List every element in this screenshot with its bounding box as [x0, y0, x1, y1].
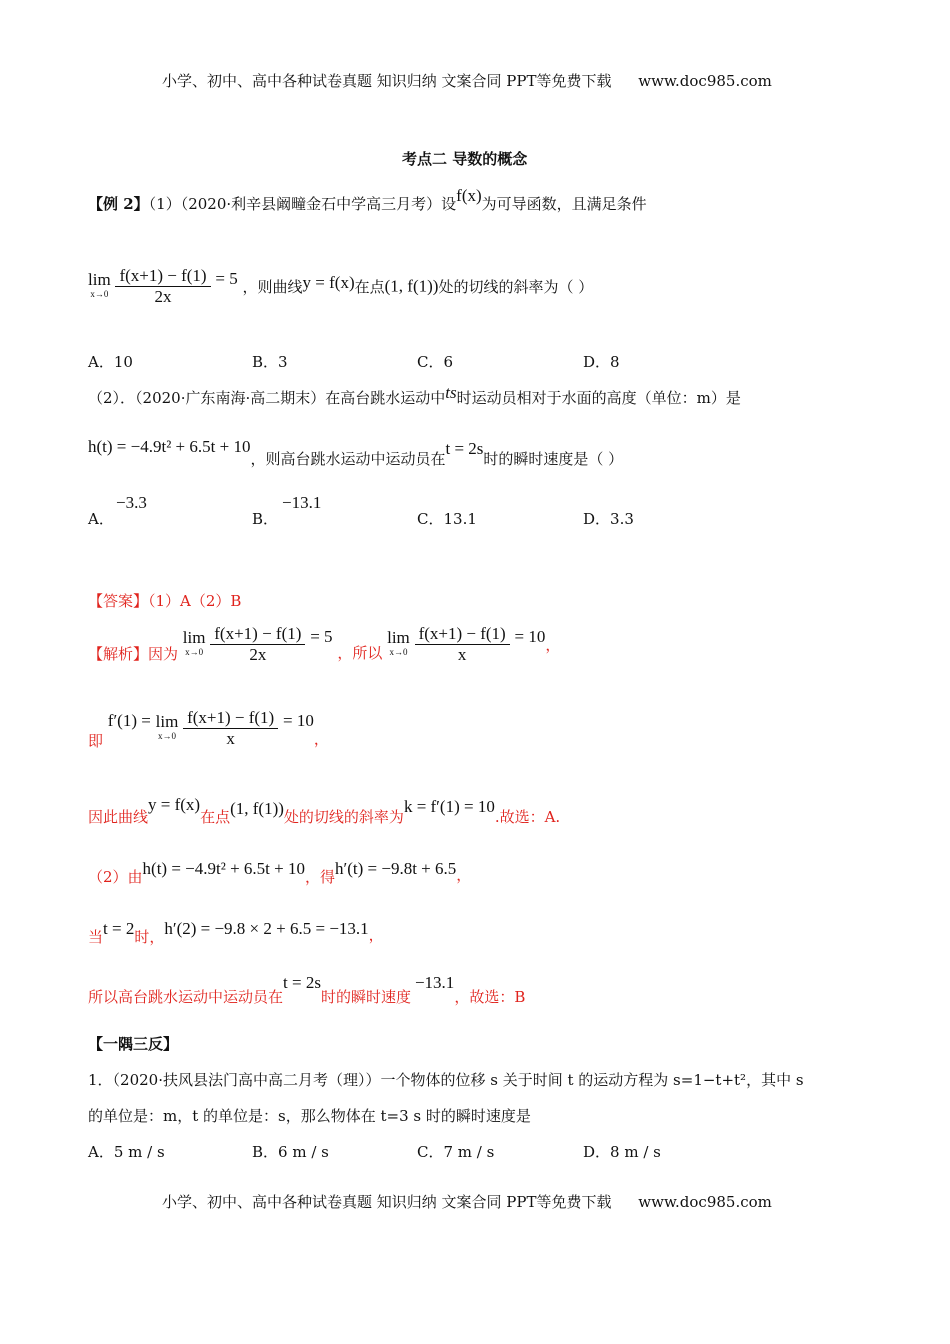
- option-d2: D．3.3: [583, 510, 634, 528]
- analysis-line3: [88, 795, 561, 826]
- header-text: 小学、初中、高中各种试卷真题 知识归纳 文案合同 PPT等免费下载: [162, 72, 612, 90]
- l4-b: ，得: [305, 868, 336, 886]
- ex2-p2-mid: ，则高台跳水运动中运动员在: [250, 450, 446, 468]
- fraction-denominator-4: x: [226, 729, 235, 748]
- lim-text-2: lim: [182, 627, 206, 647]
- lim-sub-3: x→0: [389, 646, 408, 657]
- analysis-line2: [88, 708, 329, 749]
- ex2-label: 【例 2】: [88, 195, 149, 213]
- ex2-p2-tail: 时运动员相对于水面的高度（单位：m）是: [456, 389, 741, 407]
- page-footer: [162, 1191, 772, 1212]
- l4-a: （2）由: [88, 868, 143, 886]
- ex2-p1-mid: ，则曲线: [242, 278, 303, 296]
- limit-fraction: [115, 266, 210, 307]
- analysis-line5: [88, 918, 384, 946]
- h-formula-2: h(t) = −4.9t² + 6.5t + 10: [142, 859, 305, 878]
- ex2-line1: [88, 186, 647, 214]
- footer-text: 小学、初中、高中各种试卷真题 知识归纳 文案合同 PPT等免费下载: [162, 1193, 612, 1211]
- analysis-fraction-3: [183, 708, 278, 749]
- curve-formula: y = f(x): [302, 272, 355, 292]
- ex2-p1-at: 在点: [354, 278, 385, 296]
- lim-sub-4: x→0: [157, 730, 176, 741]
- q1-option-d: D．8 m / s: [583, 1143, 661, 1161]
- l3-end: .故选：A.: [494, 808, 561, 826]
- l3-b: 在点: [200, 808, 231, 826]
- fraction-numerator-3: f(x+1) − f(1): [415, 624, 510, 645]
- lim-symbol: [88, 269, 111, 301]
- ts-symbol: ts: [445, 383, 457, 402]
- eq5-2: = 5: [310, 626, 333, 646]
- eq10: = 10: [514, 626, 546, 646]
- fraction-numerator-4: f(x+1) − f(1): [183, 708, 278, 729]
- option-a2-value: −3.3: [116, 493, 147, 512]
- ex2-limit-line: [88, 266, 593, 307]
- fraction-numerator-2: f(x+1) − f(1): [210, 624, 305, 645]
- lim-text-3: lim: [387, 627, 410, 647]
- l6-end: ，故选：B: [454, 988, 526, 1006]
- comma-3: ，: [456, 866, 472, 884]
- fraction-numerator: f(x+1) − f(1): [115, 266, 210, 287]
- answer-label: 【答案】（1）A（2）B: [88, 592, 242, 610]
- t2s-formula-2: t = 2s: [283, 973, 321, 992]
- fraction-denominator-3: x: [457, 645, 467, 664]
- ex2-part2-line: [88, 383, 741, 408]
- eq5: = 5: [215, 268, 238, 288]
- lim-text: lim: [88, 269, 111, 289]
- hprime2-formula: h′(2) = −9.8 × 2 + 6.5 = −13.1: [164, 919, 369, 938]
- ex2-p1-intro: （1）（2020·利辛县阚疃金石中学高三月考）设: [148, 195, 457, 213]
- lim-sub: x→0: [90, 288, 109, 299]
- analysis-line6: [88, 972, 526, 1006]
- q1-option-c: C．7 m / s: [417, 1143, 495, 1161]
- ex2-p1-end: 处的切线的斜率为（ ）: [438, 278, 594, 296]
- q1-line1: 1．（2020·扶风县法门高中高二月考（理））一个物体的位移 s 关于时间 t 的运动方程为 s=1−t+t²，其中 s: [88, 1071, 804, 1089]
- q1-option-a: A．5 m / s: [88, 1143, 165, 1161]
- analysis-fraction-2: [415, 624, 510, 665]
- footer-url: www.doc985.com: [638, 1193, 772, 1211]
- lim-symbol-3: [387, 627, 410, 659]
- page-header: [162, 70, 772, 91]
- section2-label: 【一隅三反】: [88, 1035, 179, 1053]
- t2s-formula: t = 2s: [445, 439, 484, 458]
- point-formula-2: (1, f(1)): [230, 799, 284, 818]
- option-a1: A．10: [88, 353, 133, 371]
- k-formula: k = f′(1) = 10: [403, 797, 495, 816]
- lim-sub-2: x→0: [185, 646, 204, 657]
- analysis-so: ，所以: [337, 644, 383, 662]
- option-c1: C．6: [417, 353, 454, 371]
- eq10-2: = 10: [283, 710, 314, 730]
- analysis-line1: [88, 624, 560, 665]
- header-url: www.doc985.com: [638, 72, 772, 90]
- option-a2: A．: [88, 510, 114, 528]
- option-b2-value: −13.1: [282, 493, 322, 512]
- option-b2: B．: [252, 510, 279, 528]
- fraction-denominator-2: 2x: [249, 645, 267, 664]
- analysis-line4: [88, 858, 472, 886]
- lim-symbol-4: [155, 711, 179, 743]
- ji-text: 即: [88, 732, 104, 750]
- l3-a: 因此曲线: [88, 808, 149, 826]
- comma-2: ，: [313, 730, 329, 748]
- ex2-p1-tail: 为可导函数，且满足条件: [481, 195, 647, 213]
- ex2-h-line: [88, 437, 624, 468]
- curve-formula-2: y = f(x): [148, 795, 201, 814]
- l5-a: 当: [88, 928, 104, 946]
- ex2-fx: f(x): [456, 186, 482, 205]
- l5-b: 时，: [134, 928, 165, 946]
- velocity-value: −13.1: [414, 973, 455, 992]
- l3-c: 处的切线的斜率为: [283, 808, 404, 826]
- q1-line2: 的单位是：m，t 的单位是：s，那么物体在 t=3 s 时的瞬时速度是: [88, 1107, 531, 1125]
- option-d1: D．8: [583, 353, 620, 371]
- q1-option-b: B．6 m / s: [252, 1143, 329, 1161]
- fraction-denominator: 2x: [154, 287, 172, 306]
- ex2-p2-end: 时的瞬时速度是（ ）: [483, 450, 624, 468]
- option-b1: B．3: [252, 353, 288, 371]
- section-title: 考点二 导数的概念: [402, 150, 528, 168]
- comma-1: ，: [545, 636, 561, 654]
- option-c2: C．13.1: [417, 510, 477, 528]
- fprime-1: f′(1) =: [107, 710, 151, 730]
- comma-4: ，: [368, 926, 384, 944]
- h-formula: h(t) = −4.9t² + 6.5t + 10: [88, 437, 251, 456]
- point-formula: (1, f(1)): [384, 276, 439, 296]
- hprime-formula: h′(t) = −9.8t + 6.5: [335, 859, 457, 878]
- analysis-fraction-1: [210, 624, 305, 665]
- analysis-label: 【解析】因为: [88, 644, 179, 663]
- l6-a: 所以高台跳水运动中运动员在: [88, 988, 284, 1006]
- lim-symbol-2: [182, 627, 206, 659]
- l6-b: 时的瞬时速度: [320, 988, 411, 1006]
- t-eq2: t = 2: [103, 919, 135, 938]
- ex2-p2-intro: （2）．（2020·广东南海·高二期末）在高台跳水运动中: [88, 389, 446, 407]
- lim-text-4: lim: [155, 711, 179, 731]
